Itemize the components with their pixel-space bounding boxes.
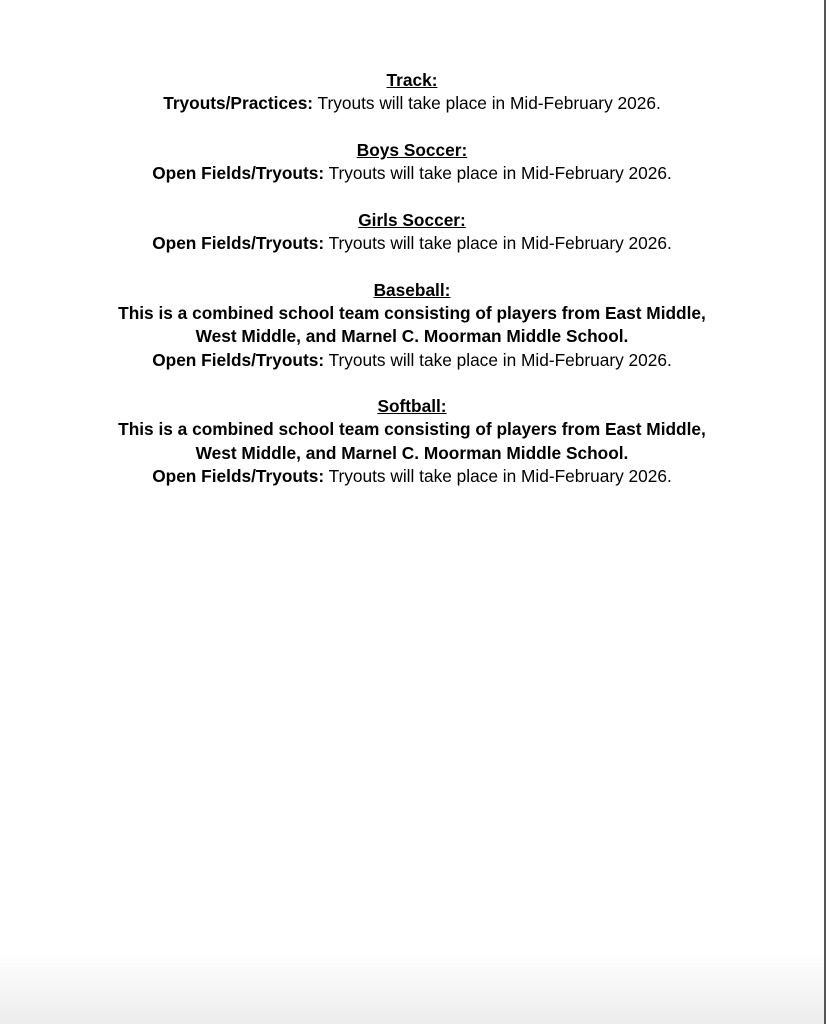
tryout-text: Tryouts will take place in Mid-February 2026. (324, 233, 672, 254)
team-note-line: West Middle, and Marnel C. Moorman Middle School. (195, 442, 629, 463)
tryout-text: Tryouts will take place in Mid-February 2026. (324, 466, 672, 487)
tryout-label: Open Fields/Tryouts: (152, 233, 325, 254)
section-girls-soccer (0, 209, 824, 256)
tryout-label: Open Fields/Tryouts: (152, 466, 325, 487)
tryout-text: Tryouts will take place in Mid-February 2026. (324, 163, 672, 184)
section-track (0, 69, 824, 116)
section-softball (0, 395, 824, 488)
page-bottom-shadow (0, 954, 824, 1024)
section-heading: Baseball: (373, 279, 451, 300)
tryout-info (0, 162, 824, 185)
section-heading: Girls Soccer: (358, 209, 466, 230)
section-heading: Boys Soccer: (356, 139, 468, 160)
tryout-label: Tryouts/Practices: (163, 93, 314, 114)
tryout-label: Open Fields/Tryouts: (152, 349, 325, 370)
tryout-label: Open Fields/Tryouts: (152, 163, 325, 184)
team-note-line: This is a combined school team consisting of players from East Middle, (118, 419, 706, 440)
section-boys-soccer (0, 139, 824, 186)
tryout-info (0, 465, 824, 488)
tryout-text: Tryouts will take place in Mid-February 2026. (313, 93, 661, 114)
team-note-line: West Middle, and Marnel C. Moorman Middle School. (195, 326, 629, 347)
tryout-info (0, 349, 824, 372)
section-heading: Track: (386, 70, 438, 90)
tryout-text: Tryouts will take place in Mid-February 2026. (324, 349, 672, 370)
section-baseball (0, 279, 824, 372)
tryout-info (0, 232, 824, 255)
tryout-info (0, 92, 824, 115)
document-page (0, 69, 824, 512)
team-note-line: This is a combined school team consisting of players from East Middle, (118, 302, 706, 323)
section-heading: Softball: (377, 396, 447, 417)
